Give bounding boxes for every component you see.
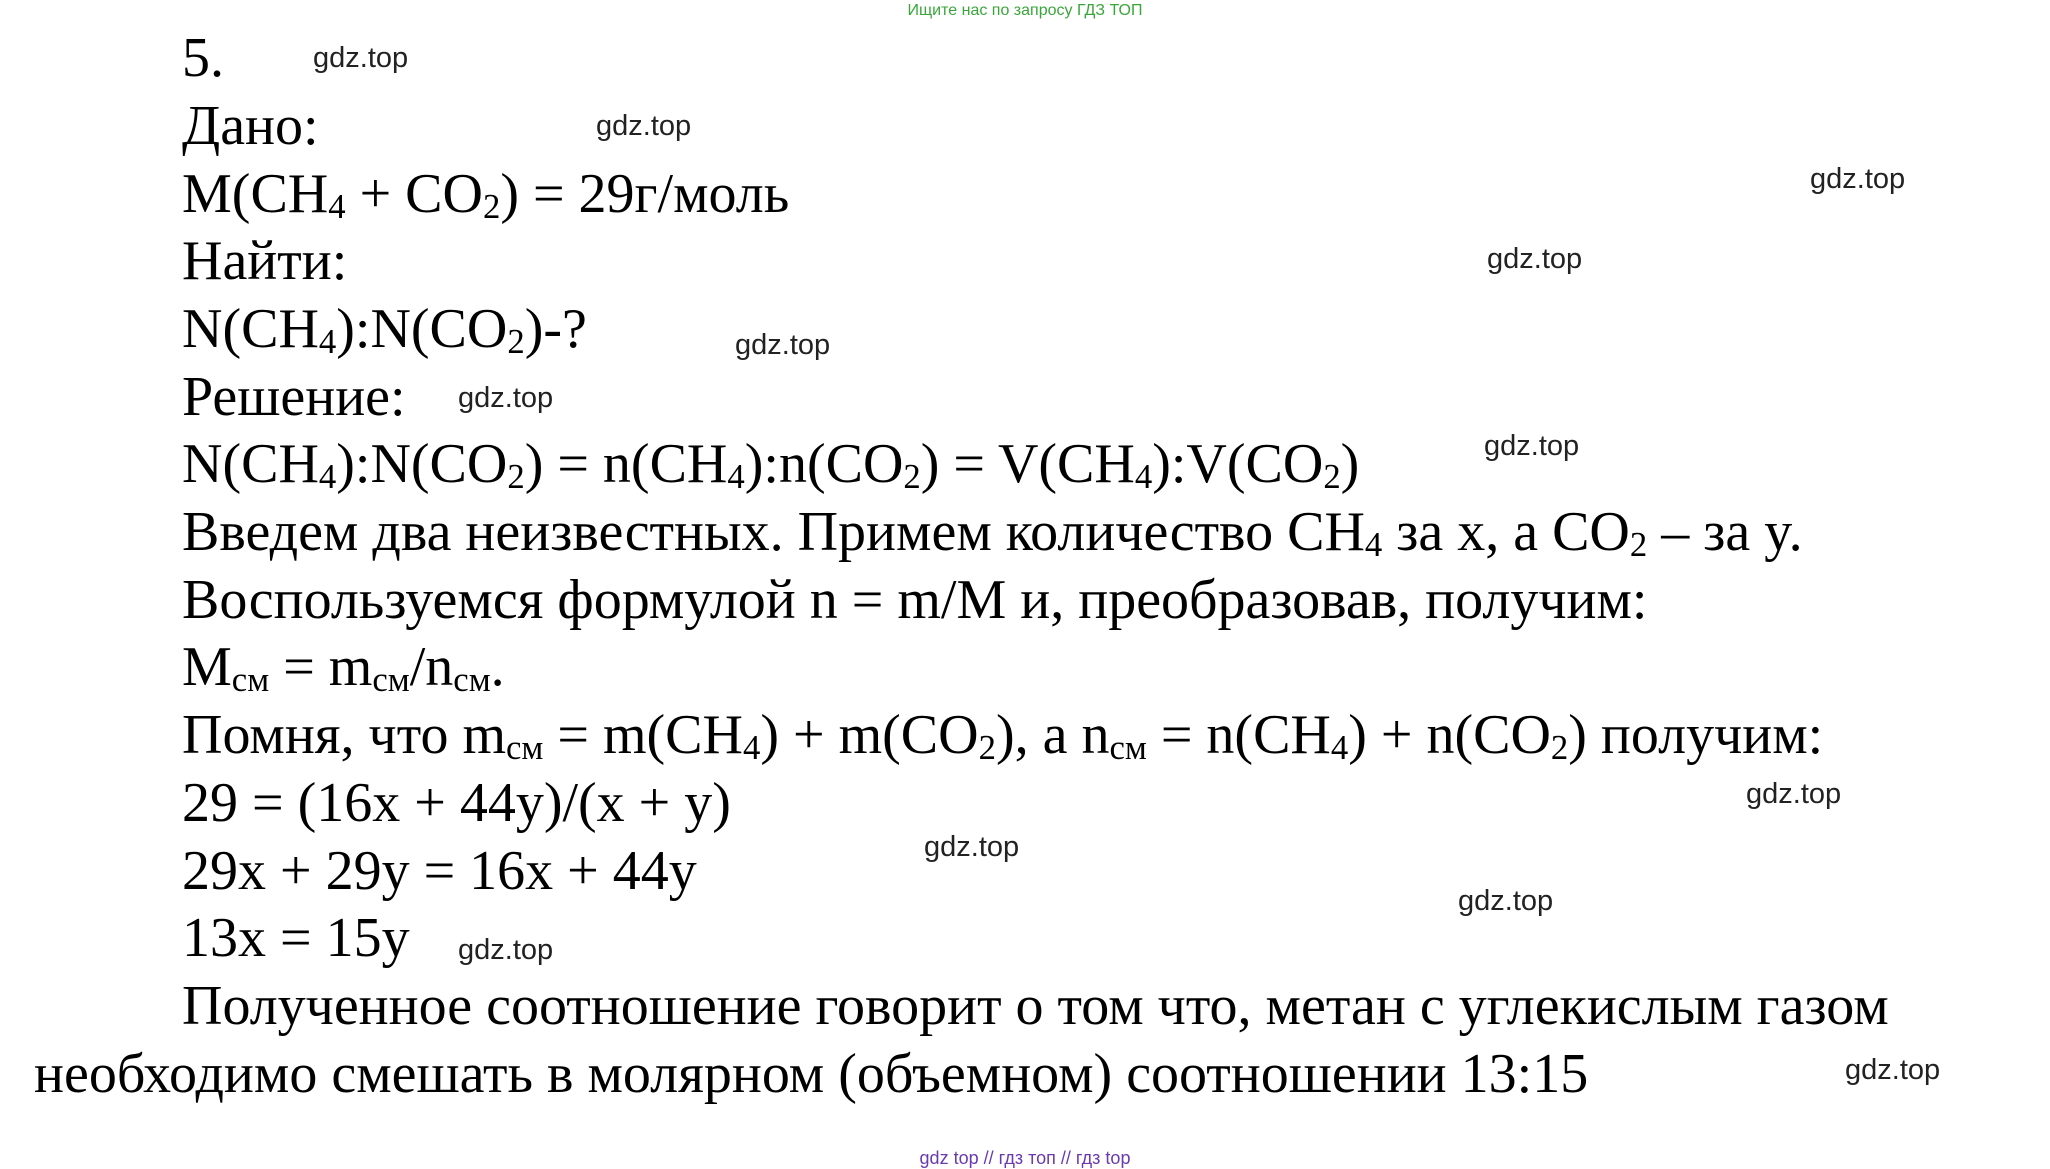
watermark: gdz.top (924, 831, 1020, 863)
equation-ratio: $N(CH_4):N(CO_2)$ = $n(CH_4):n(CO_2)$ = $V(CH_4):V(CO_2)$ (182, 433, 1360, 497)
given-value: $M(CH_4 + CO_2)$ = 29г/моль (182, 163, 790, 227)
equation-5: 13x = 15y (182, 907, 410, 969)
watermark: gdz.top (735, 329, 831, 361)
watermark: gdz.top (458, 382, 554, 414)
watermark: gdz.top (1810, 163, 1906, 195)
watermark: gdz.top (1746, 778, 1842, 810)
watermark: gdz.top (313, 42, 409, 74)
find-value: $N(CH_4):N(CO_2)-$? (182, 298, 587, 362)
watermark: gdz.top (458, 934, 554, 966)
watermark: gdz.top (1484, 430, 1580, 462)
top-banner: Ищите нас по запросу ГДЗ ТОП (907, 2, 1143, 19)
equation-molar-mass: $M_{см} = m_{см}/n_{см}$. (182, 636, 505, 700)
text-unknowns: Введем два неизвестных. Примем количество $CH_4$ за x, а $CO_2$ – за y. (182, 501, 1803, 565)
conclusion-line-1: Полученное соотношение говорит о том что, метан с углекислым газом (182, 975, 1889, 1037)
solution-label: Решение: (182, 366, 406, 428)
equation-4: 29x + 29y = 16x + 44y (182, 840, 697, 902)
given-label: Дано: (182, 95, 319, 157)
watermark: gdz.top (1487, 243, 1583, 275)
text-formula: Воспользуемся формулой n = m/M и, преобразовав, получим: (182, 569, 1648, 631)
conclusion-line-2: необходимо смешать в молярном (объемном) соотношении 13:15 (34, 1043, 1589, 1105)
find-label: Найти: (182, 230, 348, 292)
watermark: gdz.top (596, 110, 692, 142)
watermark: gdz.top (1458, 885, 1554, 917)
text-remember: Помня, что $m_{см} = m(CH_4) + m(CO_2)$, а $n_{см} = n(CH_4) + n(CO_2)$ получим: (182, 704, 1824, 768)
problem-number: 5. (182, 27, 224, 89)
footer: gdz top // гдз топ // гдз top (919, 1148, 1131, 1168)
watermark: gdz.top (1845, 1054, 1941, 1086)
equation-3: 29 = (16x + 44y)/(x + y) (182, 772, 731, 834)
